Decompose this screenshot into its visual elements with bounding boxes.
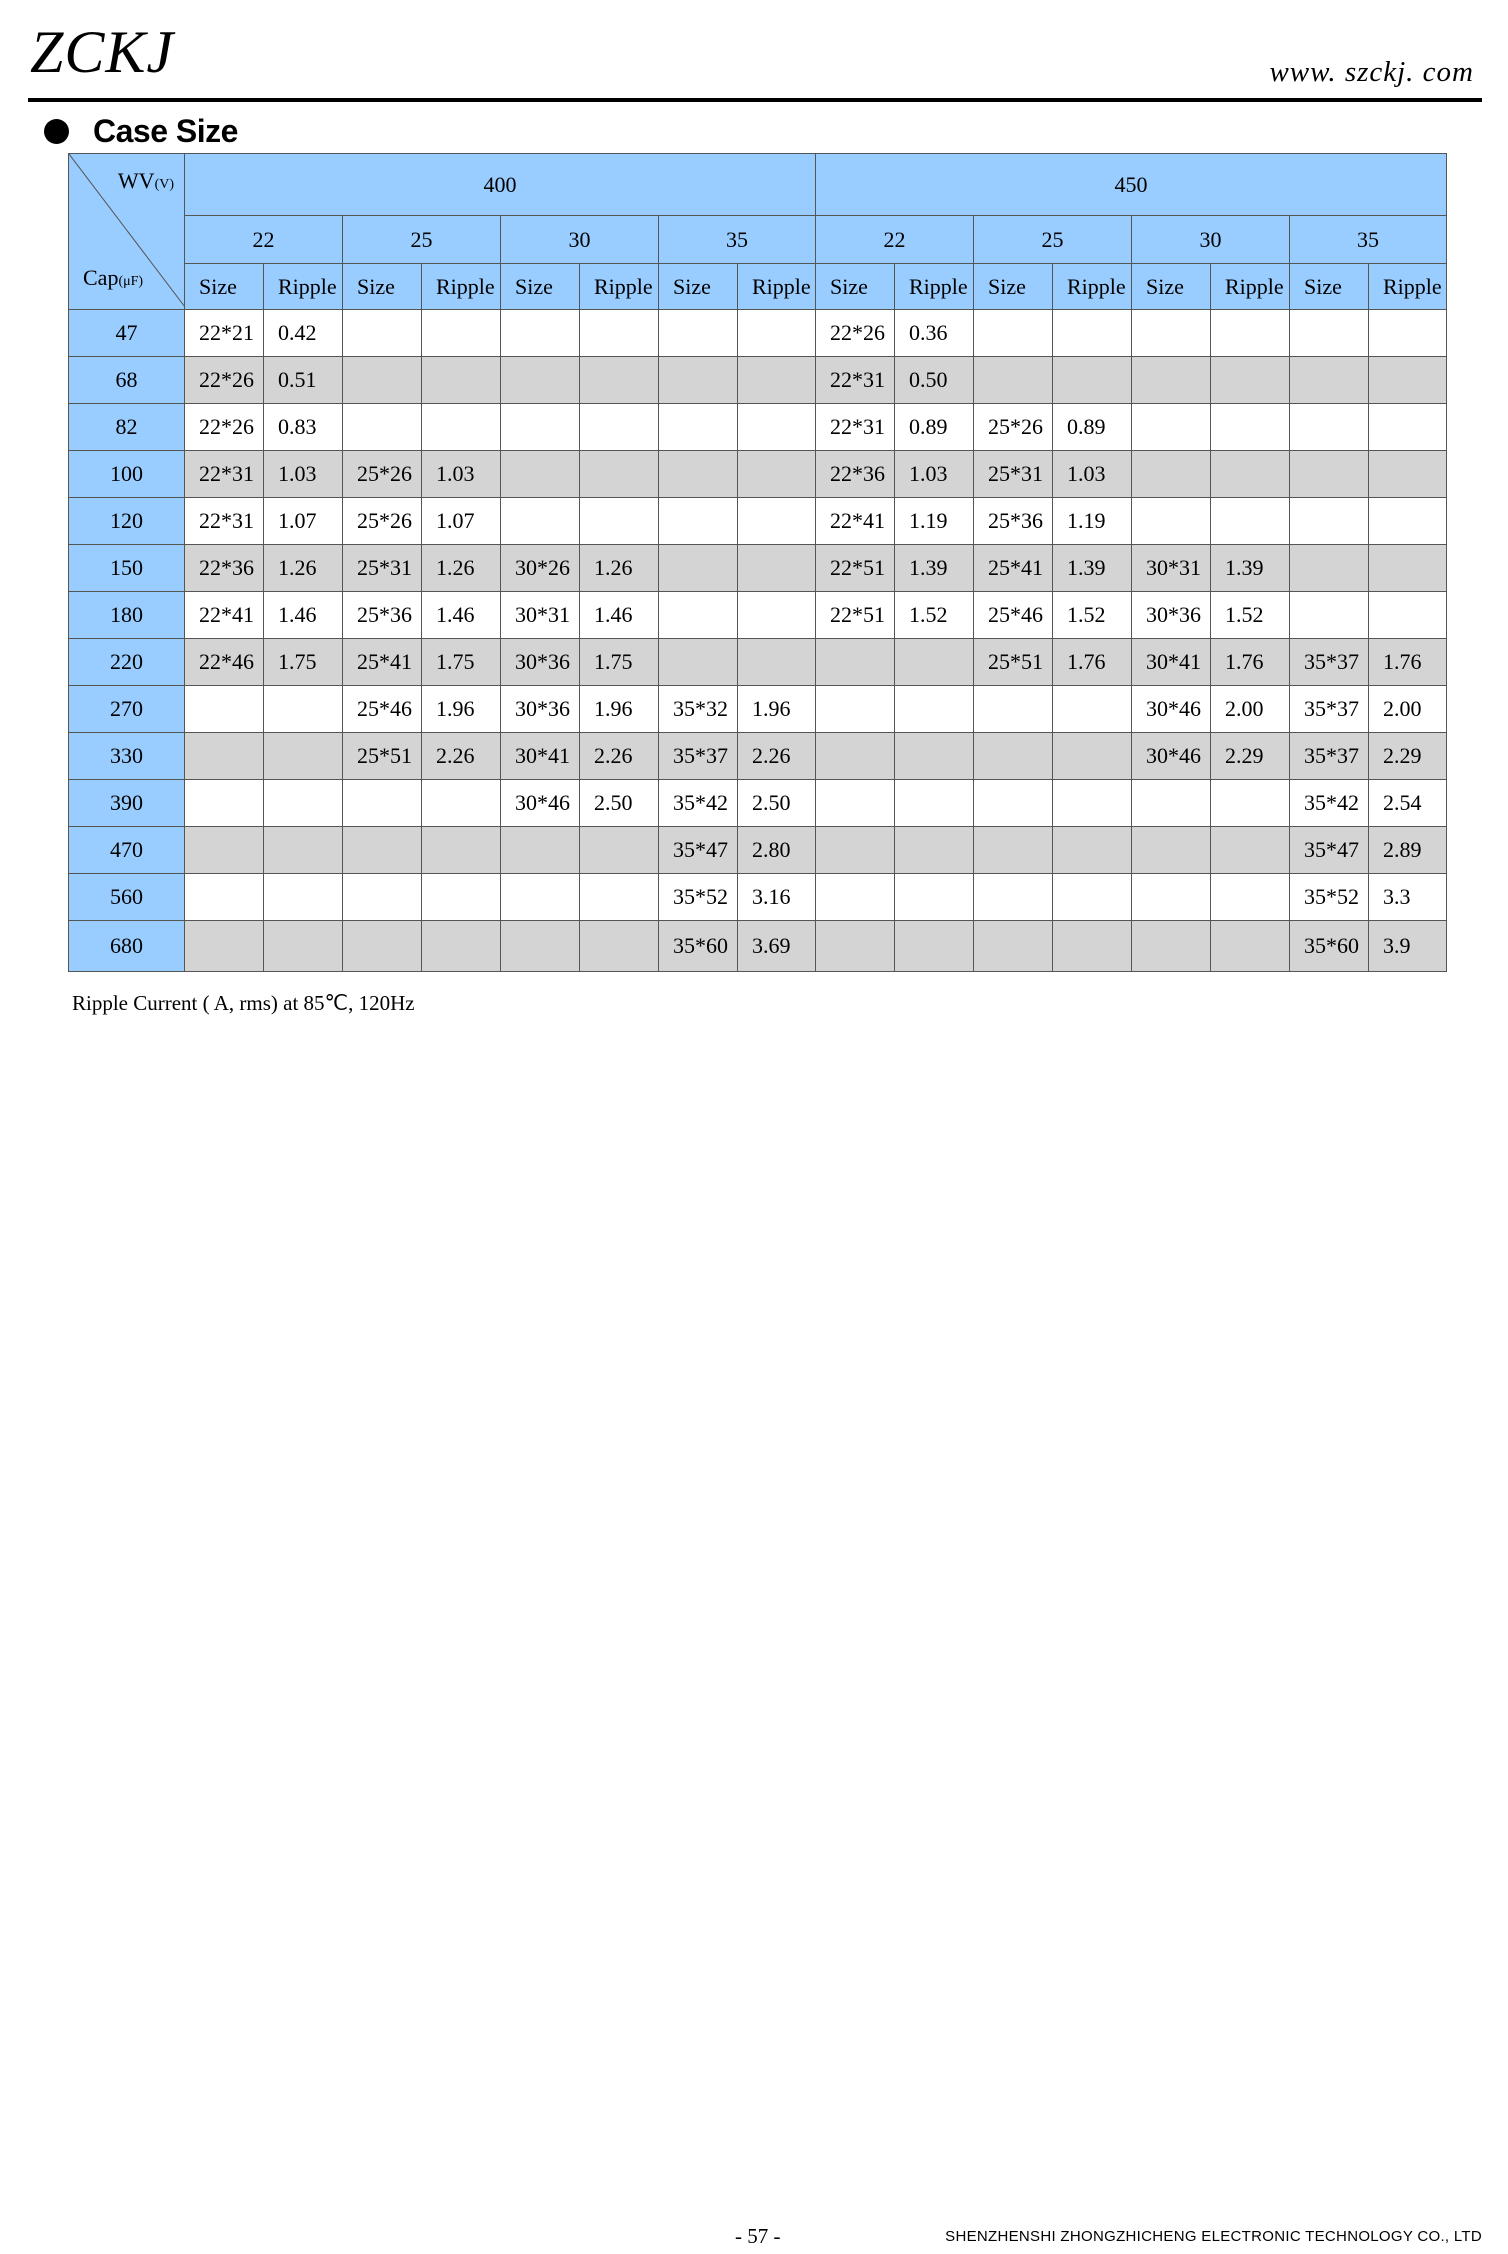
wv-label: WV(V) <box>117 168 174 193</box>
size-cell <box>1290 545 1369 592</box>
ripple-cell: 2.29 <box>1369 733 1447 780</box>
ripple-cell <box>1369 498 1447 545</box>
ripple-cell <box>738 498 816 545</box>
ripple-cell: 1.26 <box>580 545 659 592</box>
ripple-cell <box>895 827 974 874</box>
ripple-cell <box>738 592 816 639</box>
ripple-cell <box>422 874 501 921</box>
size-cell: 22*41 <box>185 592 264 639</box>
table-row <box>69 498 1447 545</box>
ripple-cell <box>1369 357 1447 404</box>
size-subheader: Size <box>816 264 895 310</box>
table-row <box>69 310 1447 357</box>
size-cell <box>501 404 580 451</box>
ripple-cell: 1.39 <box>1053 545 1132 592</box>
size-cell: 25*36 <box>343 592 422 639</box>
size-cell <box>659 592 738 639</box>
size-cell <box>1290 498 1369 545</box>
diameter-header: 22 <box>816 216 974 264</box>
size-cell: 25*46 <box>974 592 1053 639</box>
size-cell <box>659 310 738 357</box>
size-cell <box>659 404 738 451</box>
ripple-cell: 2.50 <box>580 780 659 827</box>
bullet-icon <box>44 119 69 144</box>
size-cell <box>1132 827 1211 874</box>
ripple-cell: 1.75 <box>422 639 501 686</box>
ripple-cell: 0.42 <box>264 310 343 357</box>
ripple-cell: 1.03 <box>422 451 501 498</box>
case-size-table <box>68 153 1447 972</box>
ripple-cell: 1.76 <box>1369 639 1447 686</box>
ripple-note: Ripple Current ( A, rms) at 85℃, 120Hz <box>72 991 415 1015</box>
ripple-cell: 2.54 <box>1369 780 1447 827</box>
size-cell <box>343 357 422 404</box>
table-row <box>69 686 1447 733</box>
size-cell <box>1132 874 1211 921</box>
size-subheader: Size <box>974 264 1053 310</box>
table-row <box>69 827 1447 874</box>
size-cell <box>501 357 580 404</box>
size-cell <box>659 451 738 498</box>
company-name: SHENZHENSHI ZHONGZHICHENG ELECTRONIC TECHNOLOGY CO., LTD <box>945 2228 1482 2245</box>
ripple-cell <box>895 686 974 733</box>
company-logo: ZCKJ <box>30 19 175 85</box>
size-cell <box>501 498 580 545</box>
capacitance-cell: 560 <box>69 874 185 921</box>
ripple-cell: 1.19 <box>895 498 974 545</box>
ripple-cell: 2.26 <box>580 733 659 780</box>
size-cell: 30*26 <box>501 545 580 592</box>
ripple-cell: 0.83 <box>264 404 343 451</box>
ripple-cell <box>264 733 343 780</box>
ripple-subheader: Ripple <box>264 264 343 310</box>
ripple-subheader: Ripple <box>738 264 816 310</box>
ripple-cell <box>1053 686 1132 733</box>
size-cell <box>185 733 264 780</box>
size-cell <box>816 921 895 972</box>
ripple-cell: 2.00 <box>1369 686 1447 733</box>
size-cell <box>501 451 580 498</box>
size-cell <box>343 921 422 972</box>
table-row <box>69 451 1447 498</box>
ripple-subheader: Ripple <box>1053 264 1132 310</box>
cap-label: Cap(μF) <box>83 265 144 290</box>
ripple-cell: 3.9 <box>1369 921 1447 972</box>
size-cell: 35*60 <box>1290 921 1369 972</box>
ripple-cell <box>738 357 816 404</box>
size-cell: 22*36 <box>185 545 264 592</box>
size-cell <box>1132 451 1211 498</box>
diameter-header: 35 <box>659 216 816 264</box>
size-cell: 25*41 <box>343 639 422 686</box>
ripple-cell: 3.16 <box>738 874 816 921</box>
size-cell: 35*37 <box>659 733 738 780</box>
capacitance-cell: 220 <box>69 639 185 686</box>
ripple-cell <box>1211 498 1290 545</box>
size-cell <box>501 874 580 921</box>
ripple-cell <box>895 921 974 972</box>
size-cell: 25*26 <box>974 404 1053 451</box>
ripple-cell: 1.26 <box>422 545 501 592</box>
ripple-cell: 2.89 <box>1369 827 1447 874</box>
diameter-header: 22 <box>185 216 343 264</box>
size-cell: 25*41 <box>974 545 1053 592</box>
table-row <box>69 874 1447 921</box>
size-cell <box>974 921 1053 972</box>
size-cell <box>1290 404 1369 451</box>
ripple-cell <box>1053 780 1132 827</box>
ripple-cell <box>264 686 343 733</box>
size-cell <box>501 310 580 357</box>
size-cell: 22*36 <box>816 451 895 498</box>
capacitance-cell: 100 <box>69 451 185 498</box>
size-cell: 22*26 <box>816 310 895 357</box>
voltage-header-450: 450 <box>816 154 1447 216</box>
size-cell: 35*47 <box>1290 827 1369 874</box>
ripple-subheader: Ripple <box>1211 264 1290 310</box>
ripple-cell <box>580 921 659 972</box>
capacitance-cell: 47 <box>69 310 185 357</box>
ripple-cell <box>1211 874 1290 921</box>
table-row <box>69 592 1447 639</box>
size-subheader: Size <box>1290 264 1369 310</box>
size-cell <box>974 310 1053 357</box>
size-cell <box>1132 498 1211 545</box>
size-cell <box>185 874 264 921</box>
ripple-cell: 0.36 <box>895 310 974 357</box>
ripple-cell: 1.03 <box>895 451 974 498</box>
capacitance-cell: 390 <box>69 780 185 827</box>
size-cell <box>816 827 895 874</box>
ripple-cell: 0.51 <box>264 357 343 404</box>
ripple-cell <box>895 733 974 780</box>
size-cell <box>1132 357 1211 404</box>
ripple-cell: 1.07 <box>264 498 343 545</box>
ripple-cell <box>422 921 501 972</box>
size-cell <box>1132 780 1211 827</box>
size-cell: 22*26 <box>185 404 264 451</box>
ripple-cell: 1.96 <box>580 686 659 733</box>
size-cell <box>1290 310 1369 357</box>
size-cell <box>974 733 1053 780</box>
size-cell: 30*36 <box>501 639 580 686</box>
ripple-cell: 1.07 <box>422 498 501 545</box>
size-cell <box>1132 921 1211 972</box>
size-cell <box>974 357 1053 404</box>
ripple-cell <box>1369 404 1447 451</box>
ripple-cell <box>580 357 659 404</box>
size-cell <box>343 827 422 874</box>
ripple-cell: 1.52 <box>1053 592 1132 639</box>
ripple-cell <box>1053 310 1132 357</box>
size-cell: 30*41 <box>501 733 580 780</box>
ripple-cell <box>580 451 659 498</box>
ripple-cell <box>1211 827 1290 874</box>
size-cell <box>816 639 895 686</box>
ripple-cell: 1.96 <box>422 686 501 733</box>
size-cell: 30*46 <box>501 780 580 827</box>
capacitance-cell: 270 <box>69 686 185 733</box>
size-cell <box>185 780 264 827</box>
size-cell <box>816 686 895 733</box>
ripple-subheader: Ripple <box>895 264 974 310</box>
ripple-cell <box>895 780 974 827</box>
ripple-cell: 2.50 <box>738 780 816 827</box>
size-cell: 35*60 <box>659 921 738 972</box>
size-cell: 30*36 <box>1132 592 1211 639</box>
size-cell: 22*41 <box>816 498 895 545</box>
ripple-cell <box>1211 921 1290 972</box>
page-number: - 57 - <box>735 2224 781 2248</box>
size-cell: 30*31 <box>501 592 580 639</box>
ripple-subheader: Ripple <box>422 264 501 310</box>
size-cell: 35*32 <box>659 686 738 733</box>
ripple-cell: 1.46 <box>264 592 343 639</box>
size-cell <box>816 874 895 921</box>
diameter-header: 35 <box>1290 216 1447 264</box>
size-cell: 22*31 <box>816 357 895 404</box>
ripple-cell <box>1211 451 1290 498</box>
ripple-cell: 1.96 <box>738 686 816 733</box>
size-cell <box>1290 592 1369 639</box>
size-cell <box>816 733 895 780</box>
header-rule <box>28 98 1482 102</box>
size-cell <box>1132 310 1211 357</box>
size-cell <box>185 827 264 874</box>
size-cell: 22*31 <box>185 498 264 545</box>
ripple-cell <box>422 827 501 874</box>
size-cell <box>1132 404 1211 451</box>
size-cell: 25*51 <box>343 733 422 780</box>
size-cell <box>501 827 580 874</box>
size-cell <box>1290 451 1369 498</box>
table-row <box>69 921 1447 972</box>
size-cell: 30*46 <box>1132 686 1211 733</box>
ripple-cell <box>580 874 659 921</box>
ripple-cell <box>1369 451 1447 498</box>
diameter-header: 25 <box>343 216 501 264</box>
ripple-cell <box>1053 874 1132 921</box>
ripple-cell: 1.76 <box>1053 639 1132 686</box>
capacitance-cell: 470 <box>69 827 185 874</box>
table-corner-header <box>69 154 185 310</box>
ripple-cell <box>1369 545 1447 592</box>
ripple-cell <box>580 310 659 357</box>
ripple-cell: 2.26 <box>738 733 816 780</box>
ripple-cell: 2.80 <box>738 827 816 874</box>
ripple-cell <box>422 357 501 404</box>
size-subheader: Size <box>185 264 264 310</box>
table-row <box>69 780 1447 827</box>
size-cell <box>343 780 422 827</box>
ripple-cell <box>738 404 816 451</box>
table-row <box>69 733 1447 780</box>
capacitance-cell: 150 <box>69 545 185 592</box>
size-cell: 22*26 <box>185 357 264 404</box>
size-cell: 22*51 <box>816 592 895 639</box>
ripple-cell: 1.39 <box>1211 545 1290 592</box>
size-cell <box>343 404 422 451</box>
ripple-cell: 1.19 <box>1053 498 1132 545</box>
size-cell <box>659 639 738 686</box>
ripple-cell <box>580 498 659 545</box>
ripple-cell: 1.26 <box>264 545 343 592</box>
size-cell: 25*26 <box>343 498 422 545</box>
ripple-cell <box>738 451 816 498</box>
size-subheader: Size <box>501 264 580 310</box>
ripple-cell: 1.03 <box>264 451 343 498</box>
table-row <box>69 357 1447 404</box>
ripple-subheader: Ripple <box>580 264 659 310</box>
size-cell: 22*51 <box>816 545 895 592</box>
ripple-cell: 0.89 <box>895 404 974 451</box>
size-cell: 25*31 <box>343 545 422 592</box>
ripple-cell <box>895 874 974 921</box>
ripple-cell: 1.03 <box>1053 451 1132 498</box>
ripple-cell <box>1369 592 1447 639</box>
voltage-header-400: 400 <box>185 154 816 216</box>
ripple-cell: 2.29 <box>1211 733 1290 780</box>
ripple-cell <box>1053 921 1132 972</box>
size-cell: 35*37 <box>1290 733 1369 780</box>
table-row <box>69 639 1447 686</box>
section-heading <box>44 113 238 150</box>
size-cell: 30*41 <box>1132 639 1211 686</box>
size-cell <box>974 874 1053 921</box>
size-cell <box>974 827 1053 874</box>
ripple-cell <box>1369 310 1447 357</box>
size-subheader: Size <box>343 264 422 310</box>
table-row <box>69 545 1447 592</box>
ripple-cell <box>1053 827 1132 874</box>
size-cell <box>1290 357 1369 404</box>
ripple-cell <box>1211 310 1290 357</box>
capacitance-cell: 120 <box>69 498 185 545</box>
size-cell: 30*46 <box>1132 733 1211 780</box>
size-cell: 25*46 <box>343 686 422 733</box>
ripple-cell: 1.39 <box>895 545 974 592</box>
ripple-cell <box>264 780 343 827</box>
size-cell: 25*36 <box>974 498 1053 545</box>
ripple-cell: 1.52 <box>895 592 974 639</box>
diameter-header: 30 <box>1132 216 1290 264</box>
ripple-cell <box>738 310 816 357</box>
ripple-cell: 2.00 <box>1211 686 1290 733</box>
size-cell: 22*31 <box>185 451 264 498</box>
capacitance-cell: 330 <box>69 733 185 780</box>
ripple-cell <box>264 874 343 921</box>
size-cell <box>659 357 738 404</box>
section-title: Case Size <box>93 113 238 149</box>
website-url: www. szckj. com <box>1269 56 1474 88</box>
size-cell: 22*46 <box>185 639 264 686</box>
size-cell: 35*42 <box>659 780 738 827</box>
size-subheader: Size <box>1132 264 1211 310</box>
capacitance-cell: 180 <box>69 592 185 639</box>
size-cell: 25*26 <box>343 451 422 498</box>
ripple-cell <box>422 780 501 827</box>
ripple-cell <box>1211 780 1290 827</box>
ripple-subheader: Ripple <box>1369 264 1447 310</box>
ripple-cell <box>738 639 816 686</box>
size-cell <box>343 310 422 357</box>
ripple-cell: 1.76 <box>1211 639 1290 686</box>
ripple-cell <box>264 827 343 874</box>
size-cell: 25*51 <box>974 639 1053 686</box>
ripple-cell: 2.26 <box>422 733 501 780</box>
size-cell <box>974 686 1053 733</box>
size-cell <box>185 921 264 972</box>
ripple-cell <box>1211 357 1290 404</box>
diameter-header: 25 <box>974 216 1132 264</box>
size-cell: 35*47 <box>659 827 738 874</box>
ripple-cell <box>422 310 501 357</box>
capacitance-cell: 82 <box>69 404 185 451</box>
size-cell: 35*37 <box>1290 686 1369 733</box>
size-cell <box>974 780 1053 827</box>
ripple-cell <box>1053 733 1132 780</box>
size-cell: 35*52 <box>659 874 738 921</box>
size-cell: 25*31 <box>974 451 1053 498</box>
table-row <box>69 404 1447 451</box>
size-cell <box>501 921 580 972</box>
ripple-cell <box>1211 404 1290 451</box>
size-cell: 35*42 <box>1290 780 1369 827</box>
size-cell <box>343 874 422 921</box>
ripple-cell: 3.3 <box>1369 874 1447 921</box>
ripple-cell <box>580 404 659 451</box>
size-cell: 35*52 <box>1290 874 1369 921</box>
ripple-cell: 1.52 <box>1211 592 1290 639</box>
size-cell: 35*37 <box>1290 639 1369 686</box>
ripple-cell <box>422 404 501 451</box>
size-cell <box>659 498 738 545</box>
ripple-cell <box>264 921 343 972</box>
ripple-cell: 0.89 <box>1053 404 1132 451</box>
ripple-cell: 3.69 <box>738 921 816 972</box>
ripple-cell <box>895 639 974 686</box>
ripple-cell: 1.46 <box>422 592 501 639</box>
size-cell: 22*21 <box>185 310 264 357</box>
diameter-header: 30 <box>501 216 659 264</box>
ripple-cell: 1.46 <box>580 592 659 639</box>
size-cell <box>185 686 264 733</box>
size-cell: 30*31 <box>1132 545 1211 592</box>
ripple-cell: 1.75 <box>264 639 343 686</box>
ripple-cell <box>738 545 816 592</box>
size-cell <box>659 545 738 592</box>
ripple-cell: 1.75 <box>580 639 659 686</box>
ripple-cell <box>580 827 659 874</box>
capacitance-cell: 680 <box>69 921 185 972</box>
size-subheader: Size <box>659 264 738 310</box>
capacitance-cell: 68 <box>69 357 185 404</box>
ripple-cell <box>1053 357 1132 404</box>
size-cell: 30*36 <box>501 686 580 733</box>
size-cell <box>816 780 895 827</box>
size-cell: 22*31 <box>816 404 895 451</box>
ripple-cell: 0.50 <box>895 357 974 404</box>
